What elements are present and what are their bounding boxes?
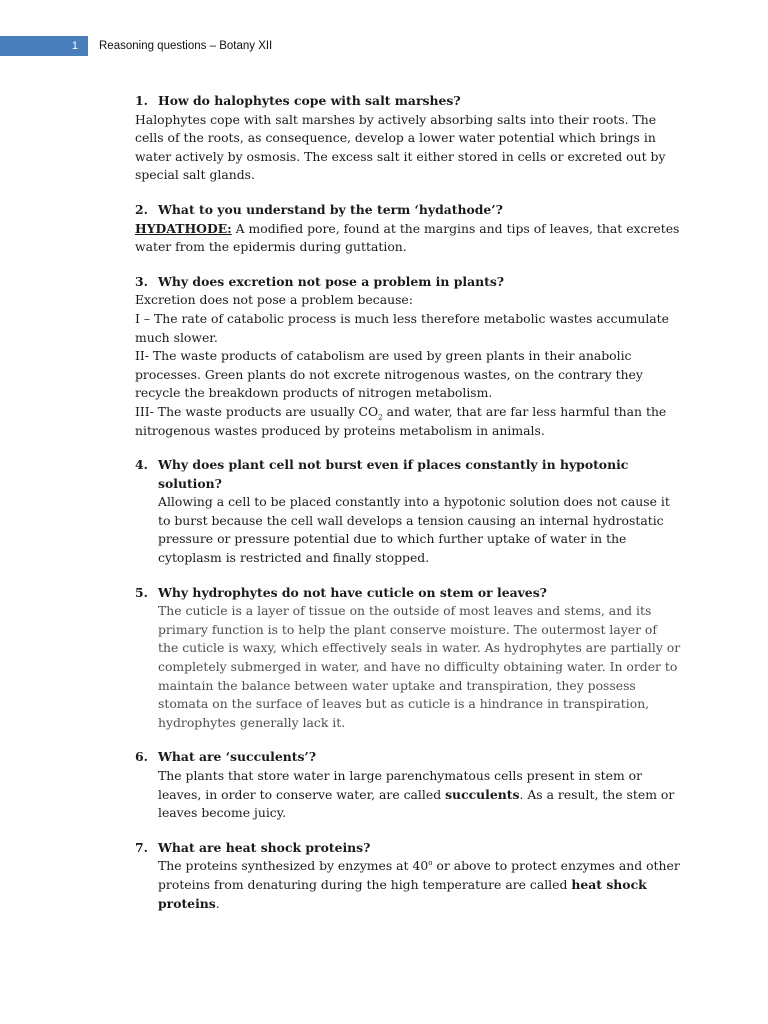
question-5 xyxy=(135,584,681,733)
answer-intro: Excretion does not pose a problem because: xyxy=(135,292,413,308)
answer-text-part: or above to protect enzymes and other proteins from denaturing during the high temperature are called xyxy=(158,858,680,892)
question-title xyxy=(135,839,681,858)
answer-text xyxy=(158,857,681,913)
answer xyxy=(135,291,681,440)
page-number: 1 xyxy=(0,36,88,56)
answer-text-part: The proteins synthesized by enzymes at 40 xyxy=(158,858,429,874)
answer-text-part: . As a result, the stem or leaves become juicy. xyxy=(158,786,675,821)
question-number: 4. xyxy=(135,457,148,473)
point-3-text-cont: and water, that are far less harmful than the nitrogenous wastes produced by proteins metabolism in animals. xyxy=(135,403,667,438)
question-7 xyxy=(135,839,681,913)
question-text: How do halophytes cope with salt marshes? xyxy=(158,93,461,108)
question-title xyxy=(135,584,681,603)
answer xyxy=(135,220,681,257)
document-body xyxy=(135,92,681,929)
answer-text: Halophytes cope with salt marshes by actively absorbing salts into their roots. The cells of the roots, as consequence, develop a lower water potential which brings in water actively by osmosis. The excess salt it either stored in cells or excreted out by special salt glands. xyxy=(135,111,666,183)
question-number: 7. xyxy=(135,839,148,855)
question-number: 1. xyxy=(135,93,148,108)
defined-term: HYDATHODE: xyxy=(135,220,232,236)
question-number: 5. xyxy=(135,584,148,600)
subscript: 2 xyxy=(378,413,383,422)
question-text: What to you understand by the term ‘hydathode’? xyxy=(158,201,503,217)
answer-text: Allowing a cell to be placed constantly into a hypotonic solution does not cause it to burst because the cell wall develops a tension causing an internal hydrostatic pressure or pressure potential due to which further uptake of water in the cytoplasm is restricted and finally stopped. xyxy=(158,494,670,566)
question-number: 2. xyxy=(135,201,148,217)
answer-point-3 xyxy=(135,403,681,440)
answer-text xyxy=(135,220,681,257)
question-title xyxy=(135,273,681,292)
question-6 xyxy=(135,748,681,822)
question-title xyxy=(135,92,681,111)
question-1 xyxy=(135,92,681,185)
answer-point-1: I – The rate of catabolic process is much less therefore metabolic wastes accumulate much slower. xyxy=(135,310,669,345)
question-4 xyxy=(135,456,681,568)
answer-text: The cuticle is a layer of tissue on the outside of most leaves and stems, and its primary function is to help the plant conserve moisture. The outermost layer of the cuticle is waxy, which effectively seals in water. As hydrophytes are partially or completely submerged in water, and have no difficulty obtaining water. In order to maintain the balance between water uptake and transpiration, they possess stomata on the surface of leaves but as cuticle is a hindrance in transpiration, hydrophytes generally lack it. xyxy=(158,603,681,730)
question-2 xyxy=(135,201,681,257)
answer xyxy=(135,493,681,567)
answer-text xyxy=(158,767,681,823)
bold-term: heat shock proteins xyxy=(158,876,647,911)
question-number: 3. xyxy=(135,273,148,289)
question-3 xyxy=(135,273,681,440)
definition-text: A modified pore, found at the margins and tips of leaves, that excretes water from the epidermis during guttation. xyxy=(135,220,680,255)
bold-term: succulents xyxy=(445,786,520,802)
answer xyxy=(135,111,681,185)
superscript: o xyxy=(428,859,433,868)
question-number: 6. xyxy=(135,749,148,765)
point-3-text: III- The waste products are usually CO xyxy=(135,403,379,419)
question-text: What are ‘succulents’? xyxy=(158,749,317,765)
answer-point-2: II- The waste products of catabolism are used by green plants in their anabolic processes. Green plants do not excrete nitrogenous wastes, on the contrary they recycle the breakdown products of nitrogen metabolism. xyxy=(135,348,643,401)
page-header xyxy=(0,36,768,56)
answer xyxy=(135,767,681,823)
answer xyxy=(135,602,681,732)
answer xyxy=(135,857,681,913)
answer-text-part: The plants that store water in large parenchymatous cells present in stem or leaves, in order to conserve water, are called xyxy=(158,768,643,802)
answer-text-part: . xyxy=(215,895,220,911)
header-title: Reasoning questions – Botany XII xyxy=(99,40,273,52)
question-text: Why does plant cell not burst even if places constantly in hypotonic solution? xyxy=(158,457,629,491)
question-title xyxy=(135,201,681,220)
question-title xyxy=(135,748,681,767)
question-title xyxy=(135,456,681,493)
question-text: Why does excretion not pose a problem in plants? xyxy=(158,273,505,289)
question-text: Why hydrophytes do not have cuticle on stem or leaves? xyxy=(158,584,547,600)
question-text: What are heat shock proteins? xyxy=(158,839,371,855)
